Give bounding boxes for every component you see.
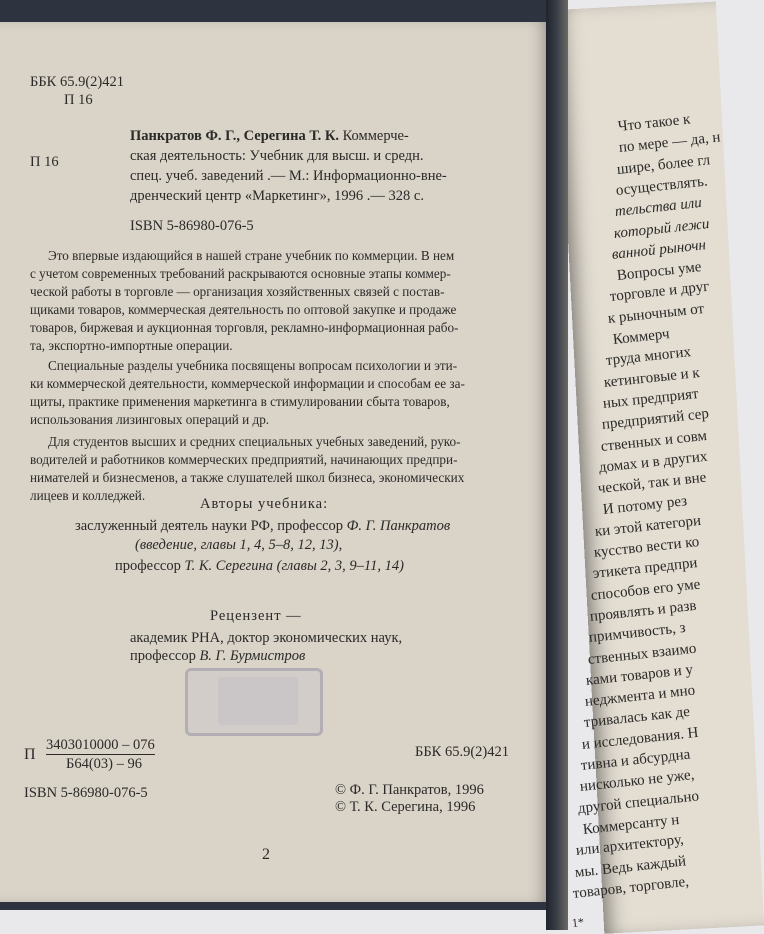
bib-line-2: ская деятельность: Учебник для высш. и средн. (130, 148, 424, 164)
author-index-top: П 16 (64, 92, 93, 108)
right-page-line: кетинговые и к (603, 364, 701, 391)
right-page-line: ками товаров и у (585, 661, 694, 689)
bbk-code-top: ББК 65.9(2)421 (30, 74, 124, 90)
right-page-line: или архитектору, (574, 831, 685, 860)
right-page-line: способов его уме (590, 576, 702, 604)
annotation-line: водителей и работников коммерческих предприятий, начинающих предпри- (30, 452, 458, 467)
author-index-left: П 16 (30, 154, 59, 170)
isbn-top: ISBN 5-86980-076-5 (130, 218, 254, 234)
reviewer-line-1: академик РНА, доктор экономических наук, (130, 630, 403, 646)
annotation-line: лицеев и колледжей. (30, 488, 146, 503)
right-page-line: примчивость, з (587, 620, 687, 647)
right-page-line: ки этой категори (594, 512, 703, 540)
right-page-line: мы. Ведь каждый (573, 852, 687, 881)
right-page-line: ванной рыночн (611, 236, 707, 263)
copyright-2: © Т. К. Серегина, 1996 (335, 799, 476, 815)
right-page-line: 1* (571, 914, 585, 931)
annotation-line: Для студентов высших и средних специальных учебных заведений, руко- (48, 434, 461, 449)
annotation-line: ческой работы в торговле — организация хозяйственных связей с постав- (30, 284, 445, 299)
annotation-line: щиками товаров, коммерческая деятельность по оптовой закупке и продаже (30, 302, 457, 317)
right-page-line: к рыночным от (607, 300, 706, 327)
right-page-line: осуществлять. (615, 173, 709, 199)
code-numerator: 3403010000 – 076 (46, 737, 155, 753)
bbk-code-bottom: ББК 65.9(2)421 (415, 744, 509, 760)
right-page-line: ственных и совм (599, 427, 708, 455)
right-page-line: ственных взаимо (586, 640, 697, 668)
reviewer-name: В. Г. Бурмистров (199, 648, 306, 664)
right-page-line: домах и в других (598, 448, 709, 476)
right-page-line: этикета предпри (591, 555, 698, 583)
annotation-line: товаров, биржевая и аукционная торговля, рекламно-информационная рабо- (30, 320, 459, 335)
bib-title-start: Коммерче- (342, 128, 409, 144)
copyright-1: © Ф. Г. Панкратов, 1996 (335, 782, 484, 798)
right-page-line: предприятий сер (600, 406, 710, 434)
right-page-line: который лежи (612, 215, 710, 242)
right-page-line: кусство вести ко (593, 533, 700, 561)
annotation-line: нимателей и бизнесменов, а также слушателей школ бизнеса, экономических (30, 470, 465, 485)
annotation-line: Это впервые издающийся в нашей стране учебник по коммерции. В нем (48, 248, 455, 263)
author-1-name: Ф. Г. Панкратов (346, 518, 451, 534)
right-page-line: ческой, так и вне (597, 469, 707, 498)
code-denominator: Б64(03) – 96 (66, 756, 142, 772)
right-page-line: неджмента и мно (584, 682, 696, 711)
annotation-line: та, экспортно-импортные операции. (30, 338, 233, 353)
reviewer-prefix: профессор (130, 648, 196, 664)
right-page-line: труда многих (604, 344, 692, 370)
author-1-prefix: заслуженный деятель науки РФ, профессор (75, 518, 344, 534)
right-page-line: И потому рез (601, 493, 688, 519)
right-page-line: тривалась как де (582, 704, 691, 732)
annotation-line: с учетом современных требований раскрываются основные этапы коммер- (30, 266, 451, 281)
right-page-line: Вопросы уме (616, 259, 703, 285)
author-2-prefix: профессор (115, 558, 181, 574)
annotation-line: использования лизинговых операций и др. (30, 412, 270, 427)
code-letter: П (24, 746, 36, 763)
bib-authors: Панкратов Ф. Г., Серегина Т. К. (130, 128, 339, 144)
right-page-line: нисколько не уже, (578, 767, 695, 796)
bib-line-3: спец. учеб. заведений .— М.: Информационно-вне- (130, 168, 447, 184)
author-2-name: Т. К. Серегина (184, 558, 273, 574)
right-page-line: Коммерсанту н (582, 811, 681, 838)
right-page-line: и исследования. Н (581, 724, 700, 753)
right-page-line: тивна и абсурдна (580, 746, 691, 774)
right-page-line: проявлять и разв (589, 597, 698, 625)
right-page-line: Коммерч (612, 326, 671, 348)
right-page-line: по мере — да, н (617, 129, 721, 157)
isbn-bottom: ISBN 5-86980-076-5 (24, 785, 148, 801)
annotation-line: щиты, практике применения маркетинга в стимулировании сбыта товаров, (30, 394, 450, 409)
right-page-line: шире, более гл (616, 151, 712, 178)
author-2-chapters: (главы 2, 3, 9–11, 14) (276, 558, 404, 574)
right-page-line: тельства или (613, 195, 703, 221)
right-page-line: ных предприят (602, 385, 700, 412)
authors-heading: Авторы учебника: (200, 496, 329, 512)
reviewer-heading: Рецензент — (210, 608, 302, 624)
annotation-line: ки коммерческой деятельности, коммерческой информации и способам ее за- (30, 376, 465, 391)
right-page-line: торговле и друг (608, 279, 710, 306)
right-page-line: другой специально (577, 787, 701, 817)
right-page-line: товаров, торговле, (572, 873, 690, 902)
bib-line-4: дренческий центр «Маркетинг», 1996 .— 328 с. (130, 188, 424, 204)
right-page-line: Что такое к (617, 111, 692, 135)
page-number: 2 (262, 846, 270, 863)
annotation-line: Специальные разделы учебника посвящены вопросам психологии и эти- (48, 358, 458, 373)
author-1-chapters: (введение, главы 1, 4, 5–8, 12, 13), (135, 537, 343, 553)
